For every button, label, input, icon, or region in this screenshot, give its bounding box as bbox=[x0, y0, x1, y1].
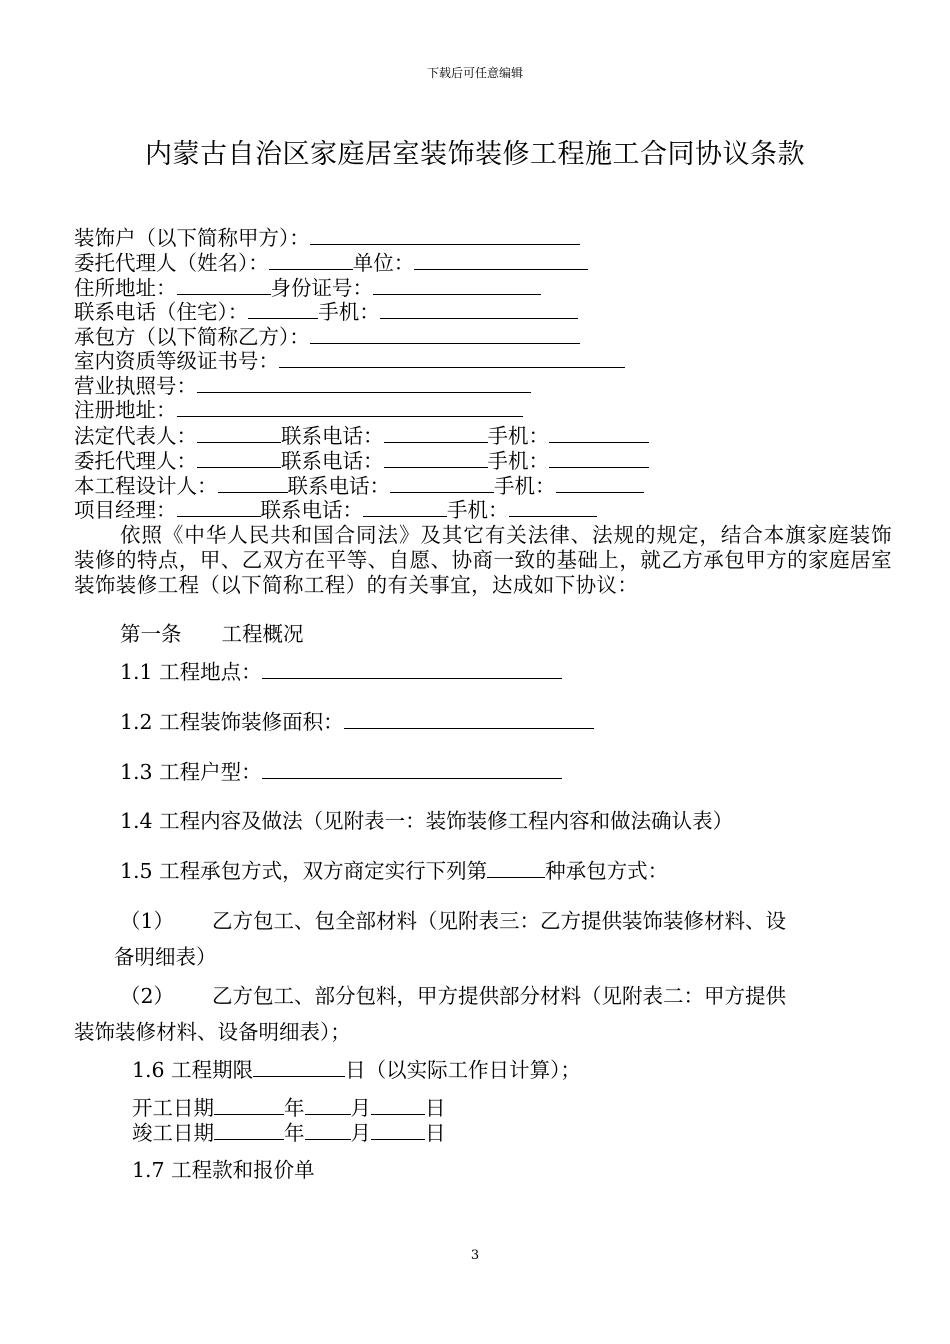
license-line bbox=[74, 374, 531, 399]
item-1-5 bbox=[120, 859, 668, 884]
legal-rep-blank[interactable] bbox=[197, 424, 281, 443]
manager-blank[interactable] bbox=[177, 498, 261, 517]
article-1-heading bbox=[120, 622, 304, 647]
contractor-blank[interactable] bbox=[310, 325, 580, 344]
contact-phone-label: 联系电话： bbox=[281, 424, 384, 448]
item-1-5-suffix: 种承包方式： bbox=[545, 859, 669, 883]
contractor-label: 承包方（以下简称乙方）： bbox=[74, 325, 310, 349]
finish-date-line bbox=[132, 1121, 446, 1146]
item-1-2-label: 1.2 工程装饰装修面积： bbox=[120, 710, 344, 734]
option-1-number: （1） bbox=[120, 909, 175, 933]
agent-name-line bbox=[74, 251, 588, 276]
area-blank[interactable] bbox=[344, 710, 594, 729]
day-label: 日 bbox=[425, 1096, 446, 1120]
start-month-blank[interactable] bbox=[305, 1096, 351, 1115]
designer-line bbox=[74, 474, 644, 499]
article-heading: 工程概况 bbox=[221, 622, 304, 646]
designer-label: 本工程设计人： bbox=[74, 474, 218, 498]
designer-blank[interactable] bbox=[218, 474, 288, 493]
contact-phone-blank[interactable] bbox=[384, 449, 488, 468]
home-phone-label: 联系电话（住宅）： bbox=[74, 300, 249, 324]
decorator-label: 装饰户（以下简称甲方）： bbox=[74, 226, 310, 250]
year-label: 年 bbox=[284, 1121, 305, 1145]
start-date-label: 开工日期 bbox=[132, 1096, 214, 1120]
mobile-label: 手机： bbox=[318, 300, 380, 324]
reg-address-label: 注册地址： bbox=[74, 398, 177, 422]
contractor-line bbox=[74, 325, 580, 350]
home-phone-line bbox=[74, 300, 578, 325]
home-phone-blank[interactable] bbox=[248, 300, 318, 319]
year-label: 年 bbox=[284, 1096, 305, 1120]
mobile-label: 手机： bbox=[487, 449, 549, 473]
mobile-blank[interactable] bbox=[549, 449, 649, 468]
option-1-continued: 备明细表） bbox=[114, 945, 217, 969]
item-1-2 bbox=[120, 710, 594, 735]
id-label: 身份证号： bbox=[270, 276, 373, 300]
address-label: 住所地址： bbox=[74, 276, 177, 300]
contact-phone-label: 联系电话： bbox=[281, 449, 384, 473]
document-title: 内蒙古自治区家庭居室装饰装修工程施工合同协议条款 bbox=[145, 139, 805, 170]
finish-month-blank[interactable] bbox=[305, 1121, 351, 1140]
item-1-6 bbox=[132, 1058, 581, 1083]
contact-phone-blank[interactable] bbox=[363, 498, 447, 517]
address-line bbox=[74, 276, 541, 301]
mobile-blank[interactable] bbox=[380, 300, 578, 319]
finish-date-label: 竣工日期 bbox=[132, 1121, 214, 1145]
qualification-blank[interactable] bbox=[279, 349, 625, 368]
item-1-1 bbox=[120, 660, 562, 685]
header-note: 下载后可任意编辑 bbox=[426, 66, 523, 80]
reg-address-line bbox=[74, 398, 523, 423]
manager-line bbox=[74, 498, 597, 523]
contact-phone-blank[interactable] bbox=[390, 474, 494, 493]
method-blank[interactable] bbox=[487, 859, 545, 878]
item-1-3-label: 1.3 工程户型： bbox=[120, 760, 262, 784]
legal-rep-line bbox=[74, 424, 649, 449]
option-2-continued: 装饰装修材料、设备明细表）； bbox=[74, 1020, 351, 1044]
mobile-label: 手机： bbox=[447, 498, 509, 522]
unit-type-blank[interactable] bbox=[262, 760, 562, 779]
option-1 bbox=[120, 909, 786, 934]
contact-phone-label: 联系电话： bbox=[287, 474, 390, 498]
item-1-6-suffix: 日（以实际工作日计算）； bbox=[345, 1058, 581, 1082]
option-2-number: （2） bbox=[120, 984, 175, 1008]
id-blank[interactable] bbox=[373, 276, 541, 295]
preamble-paragraph: 依照《中华人民共和国合同法》及其它有关法律、法规的规定，结合本旗家庭装饰装修的特点，甲、乙双方在平等、自愿、协商一致的基础上，就乙方承包甲方的家庭居室装饰装修工程（以下简称工程）的有关事宜，达成如下协议： bbox=[74, 523, 892, 597]
finish-year-blank[interactable] bbox=[214, 1121, 284, 1140]
reg-address-blank[interactable] bbox=[177, 398, 523, 417]
mobile-label: 手机： bbox=[494, 474, 556, 498]
mobile-blank[interactable] bbox=[556, 474, 644, 493]
qualification-line bbox=[74, 349, 625, 374]
mobile-label: 手机： bbox=[487, 424, 549, 448]
duration-blank[interactable] bbox=[253, 1058, 345, 1077]
unit-blank[interactable] bbox=[414, 251, 588, 270]
manager-label: 项目经理： bbox=[74, 498, 177, 522]
article-number: 第一条 bbox=[120, 622, 182, 646]
page-number: 3 bbox=[470, 1248, 480, 1263]
item-1-3 bbox=[120, 760, 562, 785]
item-1-7: 1.7 工程款和报价单 bbox=[132, 1158, 315, 1182]
agent-name-label: 委托代理人（姓名）： bbox=[74, 251, 269, 275]
agent-name-blank[interactable] bbox=[269, 251, 353, 270]
contact-phone-blank[interactable] bbox=[384, 424, 488, 443]
mobile-blank[interactable] bbox=[509, 498, 597, 517]
start-year-blank[interactable] bbox=[214, 1096, 284, 1115]
item-1-4: 1.4 工程内容及做法（见附表一：装饰装修工程内容和做法确认表） bbox=[120, 809, 734, 833]
option-1-text: 乙方包工、包全部材料（见附表三：乙方提供装饰装修材料、设 bbox=[212, 909, 787, 933]
option-2-text: 乙方包工、部分包料，甲方提供部分材料（见附表二：甲方提供 bbox=[212, 984, 787, 1008]
item-1-6-label: 1.6 工程期限 bbox=[132, 1058, 254, 1082]
contact-phone-label: 联系电话： bbox=[260, 498, 363, 522]
license-label: 营业执照号： bbox=[74, 374, 197, 398]
item-1-1-label: 1.1 工程地点： bbox=[120, 660, 262, 684]
agent-label: 委托代理人： bbox=[74, 449, 197, 473]
mobile-blank[interactable] bbox=[549, 424, 649, 443]
option-2 bbox=[120, 984, 786, 1009]
month-label: 月 bbox=[350, 1096, 371, 1120]
unit-label: 单位： bbox=[352, 251, 415, 275]
finish-day-blank[interactable] bbox=[371, 1121, 425, 1140]
agent-blank[interactable] bbox=[197, 449, 281, 468]
decorator-blank[interactable] bbox=[310, 226, 580, 245]
agent-line bbox=[74, 449, 649, 474]
start-date-line bbox=[132, 1096, 446, 1121]
start-day-blank[interactable] bbox=[371, 1096, 425, 1115]
legal-rep-label: 法定代表人： bbox=[74, 424, 197, 448]
qualification-label: 室内资质等级证书号： bbox=[74, 349, 279, 373]
address-blank[interactable] bbox=[177, 276, 271, 295]
decorator-line bbox=[74, 226, 580, 251]
location-blank[interactable] bbox=[262, 660, 562, 679]
month-label: 月 bbox=[350, 1121, 371, 1145]
license-blank[interactable] bbox=[197, 374, 531, 393]
item-1-5-label: 1.5 工程承包方式，双方商定实行下列第 bbox=[120, 859, 488, 883]
day-label: 日 bbox=[425, 1121, 446, 1145]
